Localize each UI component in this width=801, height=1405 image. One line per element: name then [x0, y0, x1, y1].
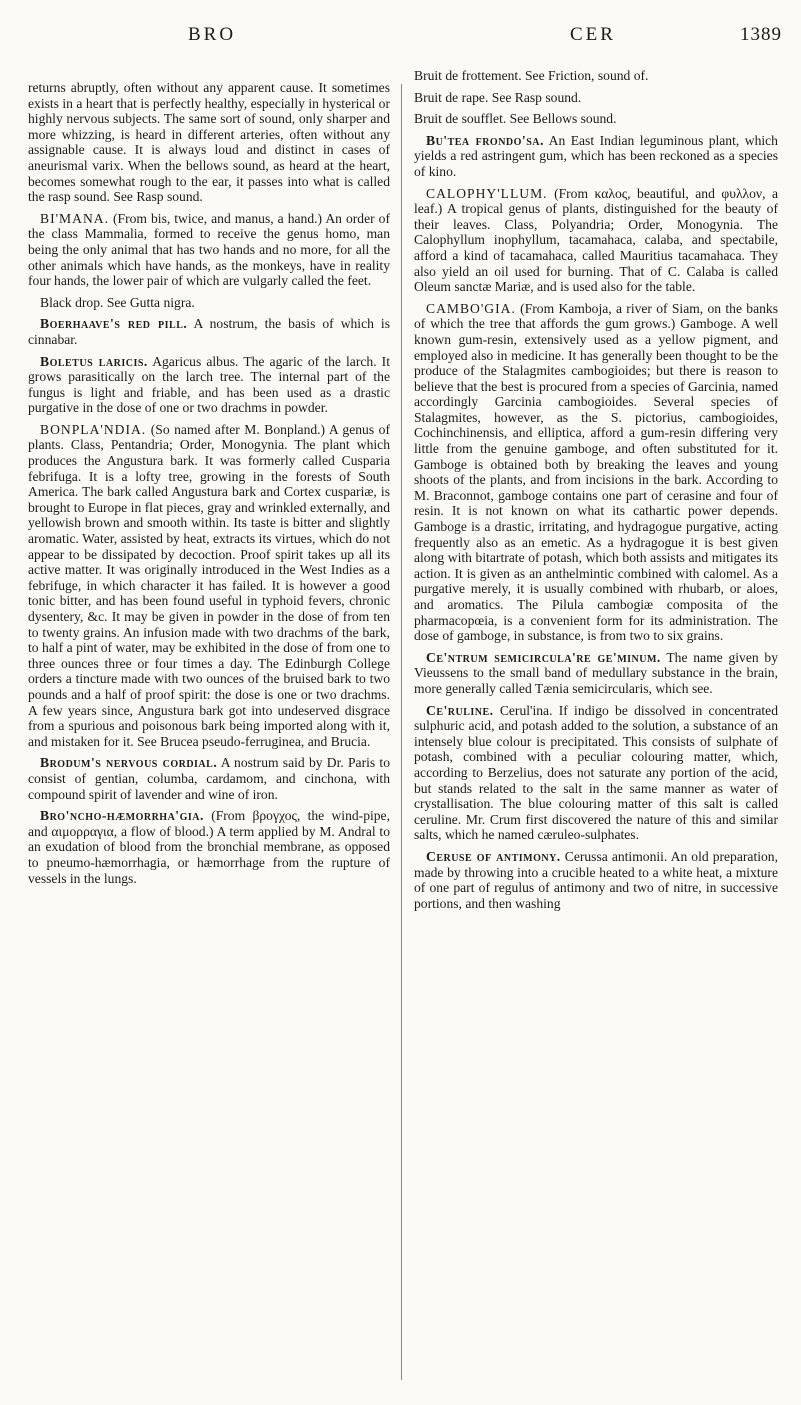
- page-number: 1389: [740, 24, 782, 45]
- dictionary-entry: [28, 808, 390, 886]
- entry-text: Agaricus albus. The agaric of the larch. It grows parasitically on the larch tree. The internal part of the fungus is light and friable, and has been used as a drastic purgative in the dose of one or two drachms in powder.: [28, 353, 390, 416]
- dictionary-entry: [28, 211, 390, 289]
- entry-headword: CALOPHY'LLUM.: [426, 185, 548, 201]
- entry-text: Cerussa antimonii. An old preparation, made by throwing into a crucible heated to a white heat, a mixture of one part of regulus of antimony and two of nitre, in successive portions, and then washing: [414, 848, 778, 911]
- dictionary-entry: [414, 186, 778, 295]
- left-column: [28, 80, 390, 1390]
- entry-headword: Bu'tea frondo'sa.: [426, 132, 544, 148]
- dictionary-entry: [28, 422, 390, 749]
- entry-text: (From Kamboja, a river of Siam, on the banks of which the tree that affords the gum grows.) Gamboge. A well known gum-resin, extensively used as a yellow pigment, and employed also in medicine. It has generally been thought to be the produce of the Stalagmites cambogioides; but there is reason to believe that the best is procured from a species of Garcinia, named accordingly Garcinia cambogioides. Several species of Stalagmites, however, as the S. pictorius, cambogioides, Cochinchinensis, and elliptica, afford a gum-resin differing very little from the genuine gamboge, and often substituted for it. Gamboge is obtained both by breaking the leaves and young shoots of the plants, and from incisions in the bark. According to M. Braconnot, gamboge contains one part of cerasine and four of resin. It is not known on what its cathartic power depends. Gamboge is a drastic, irritating, and hydragogue purgative, acting frequently also as an emetic. As a hydragogue it is best given along with bitartrate of potash, which both assists and mitigates its action. It is given as an anthelmintic combined with calomel. As a purgative merely, it is usually combined with rhubarb, or aloes, and aromatics. The Pilula cambogiæ composita of the pharmacopœia, is a convenient form for its administration. The dose of gamboge, in substance, is from two to six grains.: [414, 300, 778, 644]
- entry-headword: Brodum's nervous cordial.: [40, 755, 218, 771]
- entry-headword: CAMBO'GIA.: [426, 300, 516, 316]
- entry-headword: Bro'ncho-hæmorrha'gia.: [40, 808, 204, 824]
- entry-text: Bruit de soufflet. See Bellows sound.: [414, 111, 617, 127]
- entry-headword: Ceruse of antimony.: [426, 848, 561, 864]
- column-divider: [401, 84, 402, 1380]
- entry-headword: Ce'ruline.: [426, 702, 494, 718]
- entry-text: The name given by Vieussens to the small band of medullary substance in the brain, more generally called Tænia semicircularis, which see.: [414, 649, 778, 696]
- entry-text: An East Indian leguminous plant, which yields a red astringent gum, which has been reckoned as a species of kino.: [414, 132, 778, 179]
- entry-text: (From βρογχος, the wind-pipe, and αιμορραγια, a flow of blood.) A term applied by M. Andral to an exudation of blood from the bronchial membrane, as opposed to pneumo-hæmorrhagia, or hæmorrhage from the rupture of vessels in the lungs.: [28, 808, 390, 886]
- dictionary-entry: [28, 80, 390, 205]
- dictionary-entry: [414, 133, 778, 180]
- entry-text: Cerul'ina. If indigo be dissolved in concentrated sulphuric acid, and potash added to the solution, a substance of an intensely blue colour is precipitated. This consists of sulphate of potash, combined with a peculiar colouring matter, which, according to Berzelius, does not saturate any portion of the acid, but stands related to the salt in the same manner as water of crystallisation. The blue colouring matter of this salt is called ceruline. Mr. Crum first discovered the nature of this and similar salts, which he named cæruleo-sulphates.: [414, 702, 778, 843]
- entry-text: (From bis, twice, and manus, a hand.) An order of the class Mammalia, formed to receive the genus homo, man being the only animal that has two hands and no more, for all the other animals which have hands, as the monkeys, have in reality four hands, the lower pair of which are vulgarly called the feet.: [28, 210, 390, 289]
- dictionary-entry: [28, 316, 390, 347]
- entry-headword: Boerhaave's red pill.: [40, 316, 188, 332]
- entry-text: A nostrum said by Dr. Paris to consist of gentian, columba, cardamom, and cinchona, with compound spirit of lavender and wine of iron.: [28, 755, 390, 802]
- entry-headword: BONPLA'NDIA.: [40, 421, 147, 437]
- dictionary-entry: [414, 68, 778, 84]
- right-column: [414, 68, 778, 1378]
- dictionary-entry: [414, 301, 778, 644]
- dictionary-entry: [28, 295, 390, 311]
- dictionary-entry: [28, 755, 390, 802]
- entry-text: Bruit de rape. See Rasp sound.: [414, 89, 582, 105]
- dictionary-entry: [414, 849, 778, 911]
- dictionary-entry: [414, 111, 778, 127]
- dictionary-entry: [414, 650, 778, 697]
- entry-headword: Boletus laricis.: [40, 353, 148, 369]
- entry-text: Black drop. See Gutta nigra.: [40, 294, 195, 310]
- dictionary-entry: [414, 90, 778, 106]
- entry-text: Bruit de frottement. See Friction, sound of.: [414, 68, 649, 83]
- running-head-center: CER: [570, 24, 616, 45]
- entry-headword: Ce'ntrum semicircula're ge'minum.: [426, 649, 661, 665]
- running-head-left: BRO: [188, 24, 237, 45]
- entry-text: (So named after M. Bonpland.) A genus of plants. Class, Pentandria; Order, Monogynia. The plant which produces the Angustura bark. It was formerly called Cusparia febrifuga. It is a lofty tree, growing in the forests of South America. The bark called Angustura bark and Cortex cuspariæ, is brought to Europe in flat pieces, gray and wrinkled externally, and yellowish brown and smooth within. Its taste is bitter and slightly aromatic. Water, assisted by heat, extracts its virtues, which do not appear to be dissipated by decoction. Proof spirit takes up all its active matter. It was originally introduced in the West Indies as a febrifuge, in which character it has failed. It is however a good tonic bitter, and has been found useful in typhoid fevers, chronic dysentery, &c. It may be given in powder in the dose of from ten to twenty grains. An infusion made with two drachms of the bark, to half a pint of water, may be exhibited in the dose of from one to three ounces three or four times a day. The Edinburgh College orders a tincture made with two ounces of the bruised bark to two pounds and a half of proof spirit: the dose is one or two drachms. A few years since, Angustura bark got into undeserved disgrace from a spurious and poisonous bark being imported along with it, and mistaken for it. See Brucea pseudo-ferruginea, and Brucia.: [28, 421, 390, 749]
- dictionary-entry: [414, 703, 778, 843]
- entry-text: (From καλος, beautiful, and φυλλον, a leaf.) A tropical genus of plants, distinguished for the beauty of their leaves. Class, Polyandria; Order, Monogynia. The Calophyllum inophyllum, tacamahaca, calaba, and spectabile, afford a kind of tacamahaca, called Mauritius tacamahaca. They also yield an oil used for burning. That of C. Calaba is called Oleum sanctæ Mariæ, and is used also for the table.: [414, 185, 778, 295]
- entry-headword: BI'MANA.: [40, 210, 109, 226]
- entry-text: A nostrum, the basis of which is cinnabar.: [28, 316, 390, 347]
- dictionary-entry: [28, 354, 390, 416]
- entry-text: returns abruptly, often without any apparent cause. It sometimes exists in a heart that is perfectly healthy, especially in hysterical or highly nervous subjects. The same sort of sound, only sharper and more whizzing, is heard in different arteries, often without any assignable cause. It is always loud and distinct in cases of aneurismal varix. When the bellows sound, as heard at the heart, becomes somewhat rough to the ear, it passes into what is called the rasp sound. See Rasp sound.: [28, 80, 390, 205]
